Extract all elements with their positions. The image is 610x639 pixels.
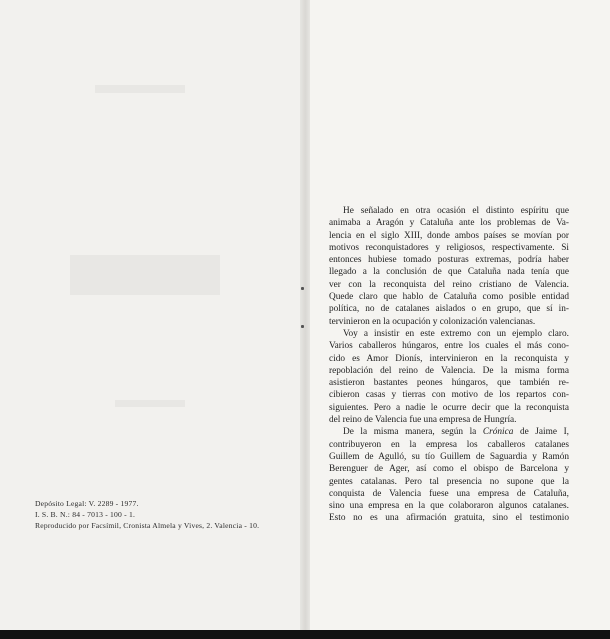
legal-deposit-line: Depósito Legal: V. 2289 - 1977. — [35, 499, 139, 508]
text-line: entonces hubiese tomado posturas extremas, podría haber — [329, 255, 569, 266]
text-line: llegado a la conclusión de que Cataluña nada tenía que — [329, 267, 569, 278]
left-page — [0, 0, 303, 639]
text-line: repoblación del reino de Valencia. De la misma forma — [329, 365, 569, 376]
text-line: asistieron bastantes peones húngaros, que también re- — [329, 378, 569, 389]
show-through-smudge — [70, 255, 220, 295]
text-line: política, no de catalanes aislados o en grupo, que sí in- — [329, 304, 569, 315]
text-line: Varios caballeros húngaros, entre los cuales el más cono- — [329, 341, 569, 352]
facsimile-credit-line: Reproducido por Facsímil, Cronista Almela y Vives, 2. Valencia - 10. — [35, 521, 260, 530]
text-line: animaba a Aragón y Cataluña ante los problemas de Va- — [329, 218, 569, 229]
text-line: De la misma manera, según la Crónica de Jaime I, — [343, 427, 569, 438]
text-line: cido es Amor Dionís, intervinieron en la reconquista y — [329, 353, 569, 364]
text-line: He señalado en otra ocasión el distinto espíritu que — [343, 206, 569, 216]
show-through-smudge — [115, 400, 185, 407]
margin-speck — [301, 287, 304, 290]
text-line: cibieron casas y tierras con motivo de los repartos con- — [329, 390, 569, 401]
text-line: contribuyeron en la empresa los caballeros catalanes — [329, 439, 569, 450]
scan-bottom-edge — [0, 630, 610, 639]
text-line: tervinieron en la ocupación y colonización valencianas. — [329, 316, 536, 327]
isbn-line: I. S. B. N.: 84 - 7013 - 100 - 1. — [35, 510, 136, 519]
legal-notice — [35, 498, 295, 531]
text-line: lencia en el siglo XIII, donde ambos países se movían por — [329, 230, 569, 241]
margin-speck — [301, 325, 304, 328]
text-line: Esto no es una afirmación gratuita, sino el testimonio — [329, 513, 569, 524]
body-text — [329, 205, 569, 525]
book-title: Crónica — [482, 427, 514, 438]
text-line: motivos reconquistadores y religiosos, respectivamente. Si — [329, 242, 569, 253]
text-line: sino una empresa en la que colaboraron algunos catalanes. — [329, 501, 569, 512]
text-line: siguientes. Pero a nadie le ocurre decir que la reconquista — [329, 402, 569, 413]
text-line: Guillem de Agulló, su tío Guillem de Saguardia y Ramón — [329, 451, 569, 462]
text-line: Berenguer de Ager, así como el obispo de Barcelona y — [329, 464, 569, 475]
text-line: Quede claro que hablo de Cataluña como posible entidad — [329, 292, 569, 303]
text-line: conquista de Valencia fuese una empresa de Cataluña, — [329, 488, 569, 499]
text-line: Voy a insistir en este extremo con un ejemplo claro. — [343, 328, 569, 339]
text-line: del reino de Valencia fue una empresa de Hungría. — [329, 415, 517, 426]
show-through-smudge — [95, 85, 185, 93]
text-line: ver con la reconquista del reino cristiano de Valencia. — [329, 279, 569, 290]
text-line: gentes catalanas. Pero tal presencia no supone que la — [329, 476, 569, 487]
